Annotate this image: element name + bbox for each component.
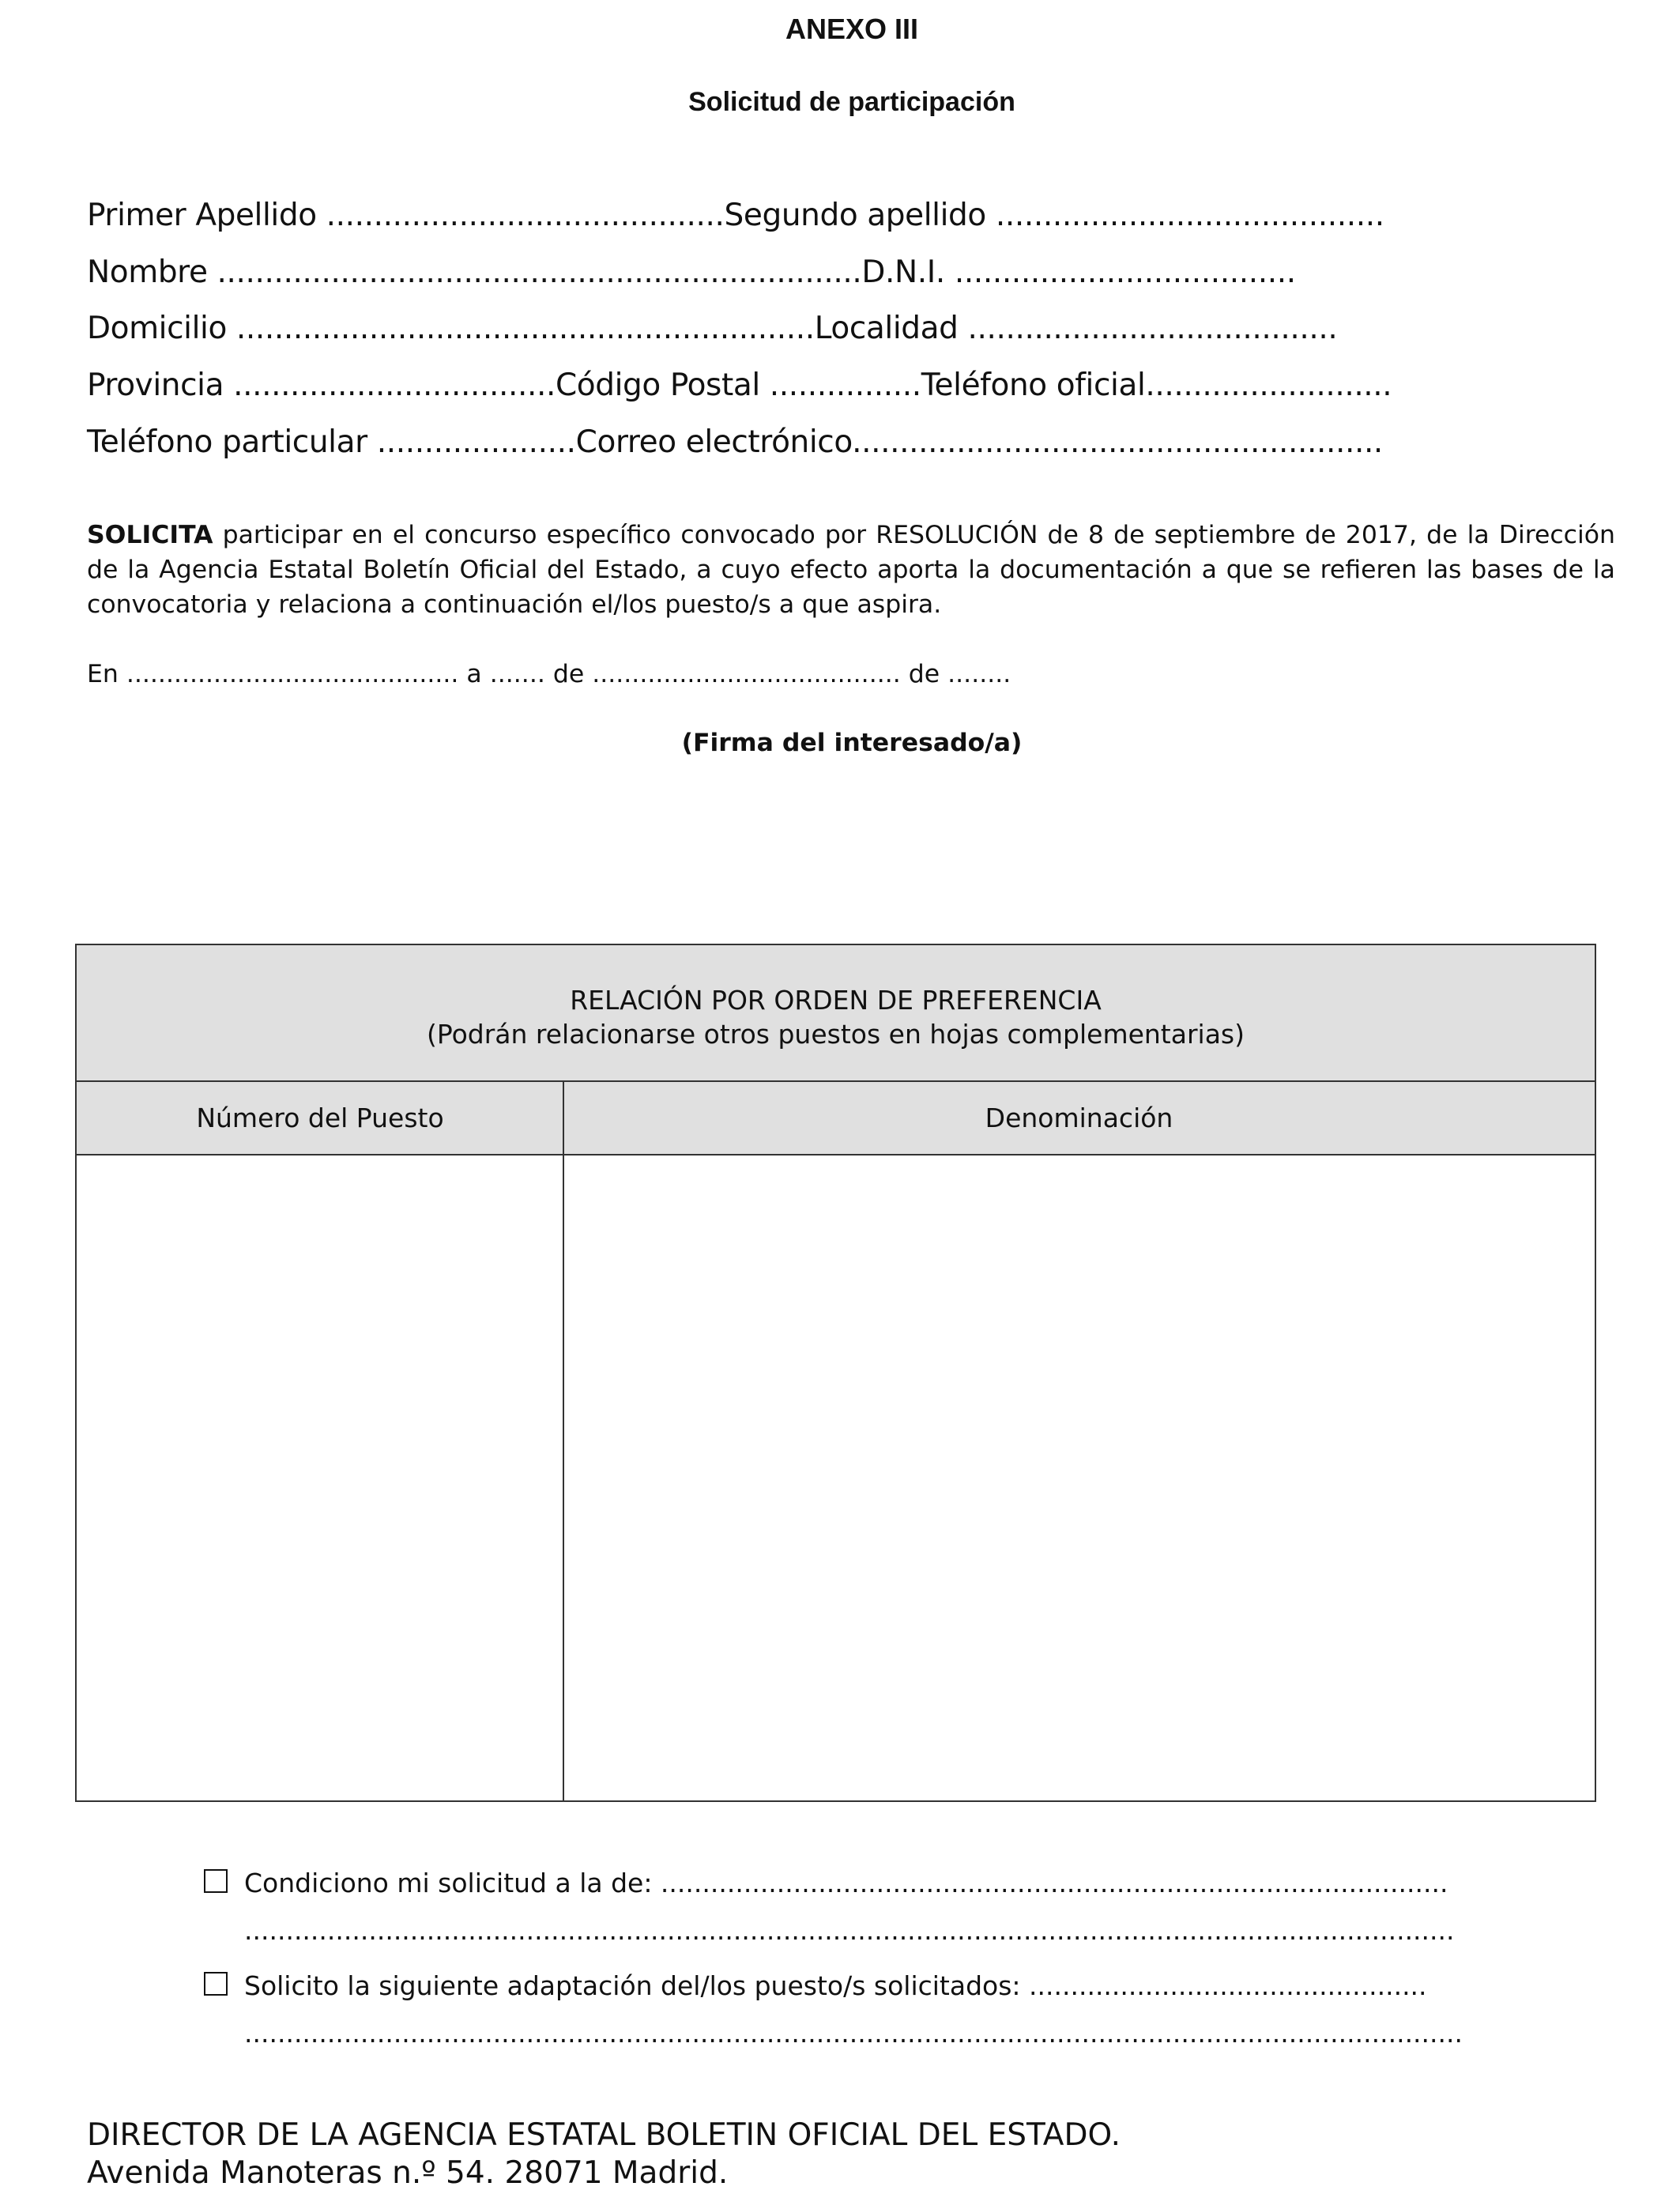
solicita-keyword: SOLICITA [87, 521, 213, 549]
form-subtitle: Solicitud de participación [688, 87, 1015, 117]
address-locality-fields-line[interactable]: Domicilio .............................................................Localidad ....................................... [87, 311, 1338, 346]
private-phone-email-fields-line[interactable]: Teléfono particular .....................Correo electrónico........................................................ [87, 424, 1383, 460]
name-dni-fields-line[interactable]: Nombre ....................................................................D.N.I. .................................... [87, 254, 1296, 290]
adaptation-request-checkbox[interactable] [204, 1972, 228, 1996]
place-date-line[interactable]: En .......................................... a ....... de ....................................... de ........ [87, 660, 1011, 688]
annex-title: ANEXO III [785, 13, 919, 45]
job-name-cell[interactable] [564, 1155, 1595, 1802]
surname-fields-line[interactable]: Primer Apellido ..........................................Segundo apellido ......................................... [87, 198, 1384, 233]
adaptation-request-continuation[interactable]: ................................................................................................................................................... [244, 2018, 1463, 2049]
condition-request-checkbox[interactable] [204, 1869, 228, 1893]
table-note: (Podrán relacionarse otros puestos en hojas complementarias) [426, 1019, 1245, 1050]
table-title: RELACIÓN POR ORDEN DE PREFERENCIA [570, 985, 1102, 1016]
column-header-row [77, 1082, 1595, 1155]
province-postal-phone-fields-line[interactable]: Provincia ..................................Código Postal ................Teléfono oficial.......................... [87, 368, 1392, 403]
address-line: Avenida Manoteras n.º 54. 28071 Madrid. [87, 2155, 729, 2191]
adaptation-request-label: Solicito la siguiente adaptación del/los puesto/s solicitados: ................................................ [244, 1970, 1427, 2001]
addressee-line: DIRECTOR DE LA AGENCIA ESTATAL BOLETIN OFICIAL DEL ESTADO. [87, 2117, 1121, 2153]
column-header-number: Número del Puesto [196, 1103, 444, 1133]
condition-request-label: Condiciono mi solicitud a la de: ............................................................................................... [244, 1868, 1448, 1898]
job-number-cell[interactable] [77, 1155, 563, 1802]
preference-table [75, 944, 1596, 1802]
condition-request-continuation[interactable]: .................................................................................................................................................. [244, 1915, 1455, 1946]
solicita-text: participar en el concurso específico convocado por RESOLUCIÓN de 8 de septiembre de 2017, de la Dirección de la Agencia Estatal Boletín Oficial del Estado, a cuyo efecto aporta la documentación a que se refieren las bases de la convocatoria y relaciona a continuación el/los puesto/s a que aspira. [87, 521, 1615, 619]
table-header [77, 945, 1595, 1082]
signature-label: (Firma del interesado/a) [681, 729, 1023, 757]
solicita-paragraph [87, 518, 1615, 622]
column-header-name: Denominación [985, 1103, 1173, 1133]
